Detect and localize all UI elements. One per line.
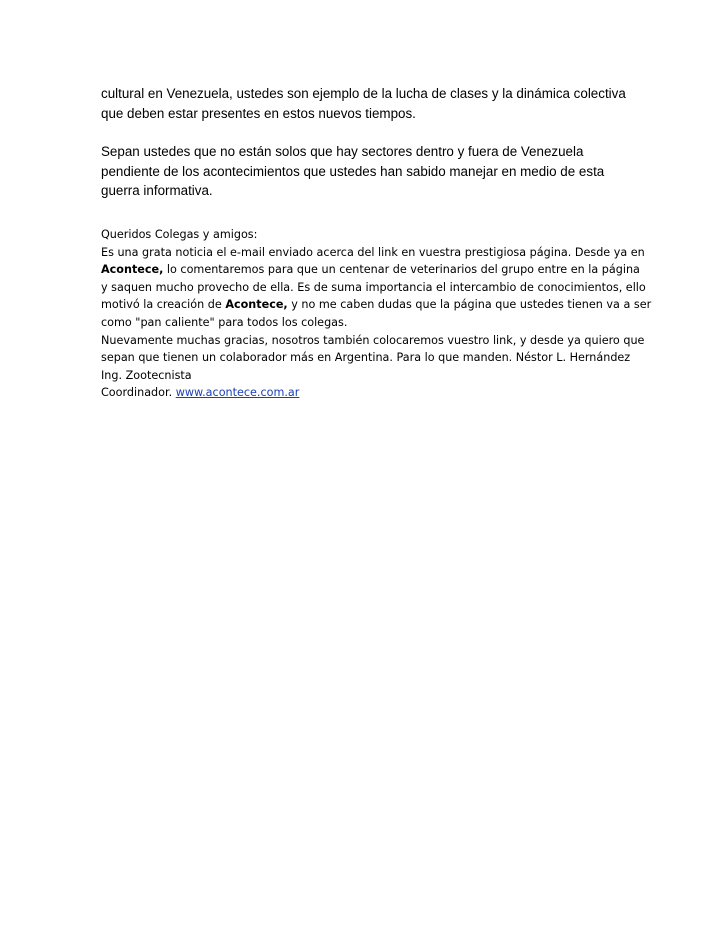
letter-line-4-text: y no me caben dudas que la página que ustedes tienen va a ser [287,298,652,312]
paragraph-1-line-2: que deben estar presentes en estos nuevos tiempos. [101,105,416,121]
letter-signature-title: Ing. Zootecnista [101,368,192,382]
letter-line-3: y saquen mucho provecho de ella. Es de suma importancia el intercambio de conocimientos, ello [101,280,646,294]
acontece-name-bold: Acontece, [101,263,164,277]
body-text-block [101,84,661,201]
letter-line-2 [101,261,661,279]
letter-line-5: como "pan caliente" para todos los colegas. [101,315,348,329]
letter-line-4-pre: motivó la creación de [101,298,226,312]
paragraph-2-line-3: guerra informativa. [101,183,213,199]
letter-line-1: Es una grata noticia el e-mail enviado acerca del link en vuestra prestigiosa página. Desde ya en [101,245,645,259]
letter-line-7: sepan que tienen un colaborador más en Argentina. Para lo que manden. Néstor L. Hernández [101,351,631,365]
letter-line-2-text: lo comentaremos para que un centenar de veterinarios del grupo entre en la página [163,263,640,277]
letter-line-6: Nuevamente muchas gracias, nosotros también colocaremos vuestro link, y desde ya quiero que [101,333,645,347]
letter-block [101,226,661,402]
acontece-website-link[interactable]: www.acontece.com.ar [175,386,300,400]
paragraph-2-line-2: pendiente de los acontecimientos que ustedes han sabido manejar en medio de esta [101,163,605,179]
letter-line-4 [101,296,661,314]
paragraph-1-line-1: cultural en Venezuela, ustedes son ejemplo de la lucha de clases y la dinámica colectiva [101,86,626,101]
acontece-name-bold-2: Acontece, [225,298,288,312]
paragraph-gap [101,123,661,142]
letter-greeting: Queridos Colegas y amigos: [101,228,258,241]
paragraph-2-line-1: Sepan ustedes que no están solos que hay sectores dentro y fuera de Venezuela [101,144,584,160]
coordinator-label: Coordinador. [101,386,176,400]
letter-signature-role [101,384,661,402]
